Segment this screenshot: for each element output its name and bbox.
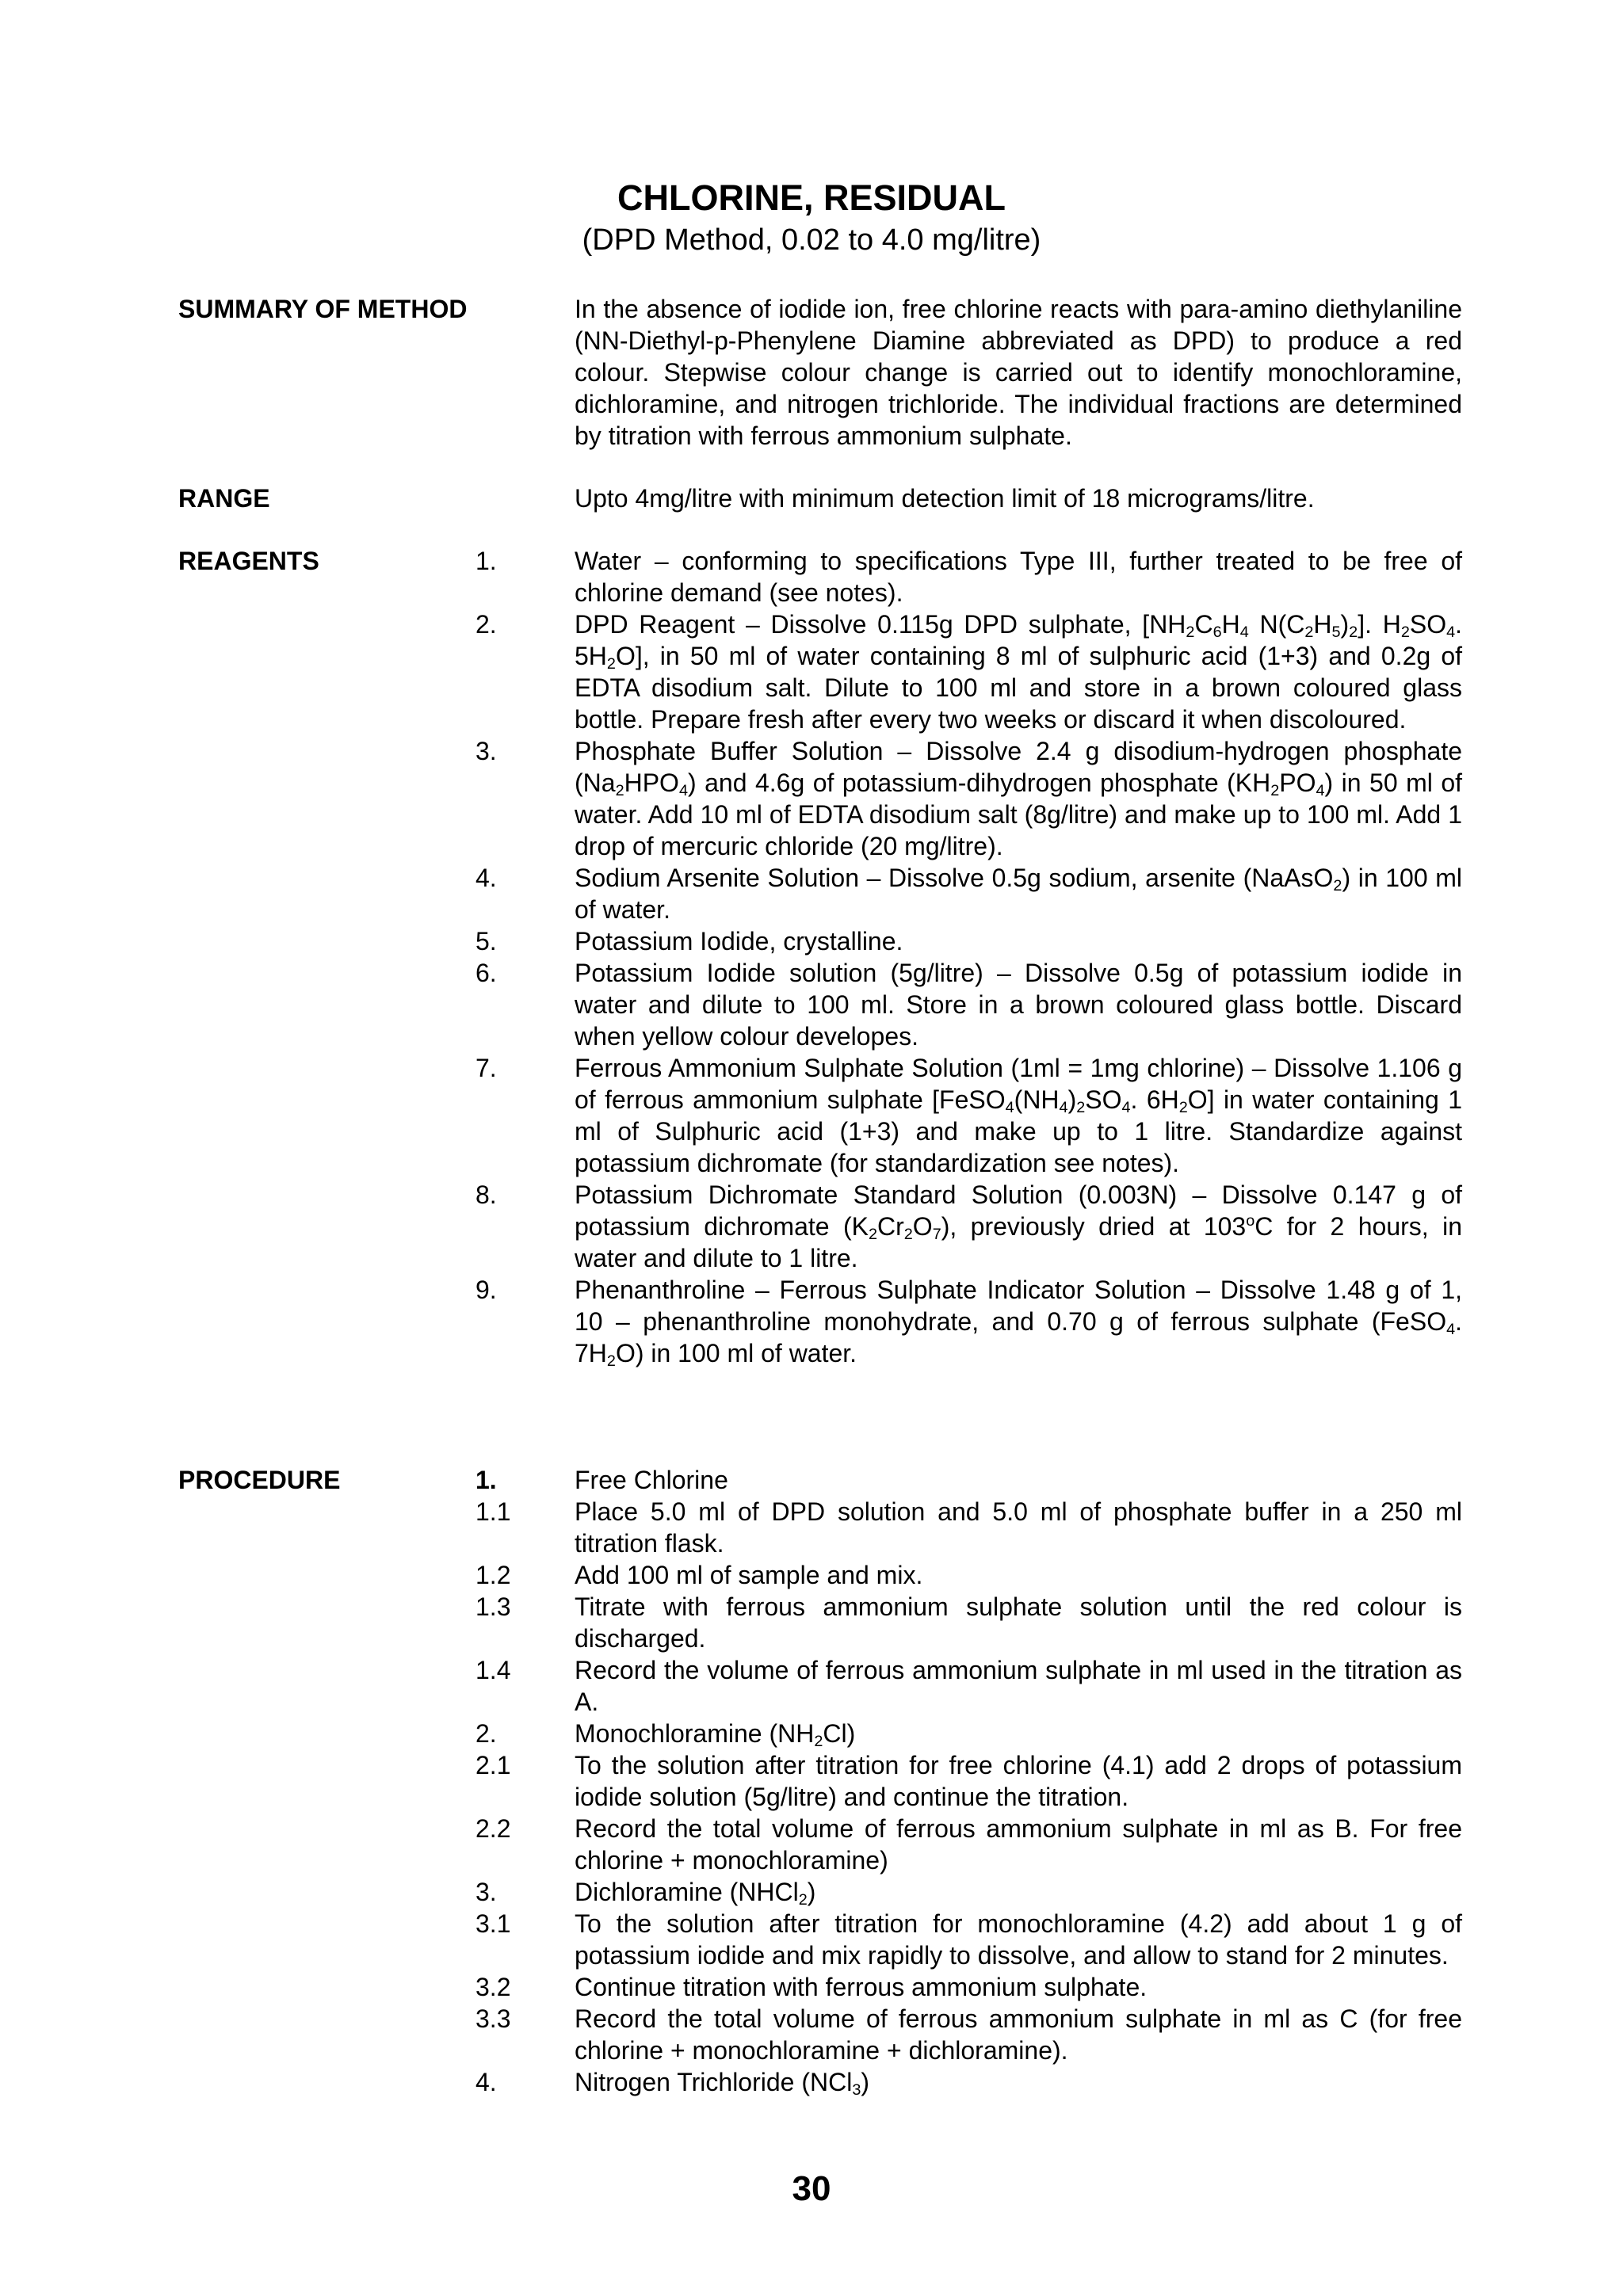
procedure-item [178,1496,1462,1559]
procedure-item [178,1464,1462,1496]
reagents-list [178,545,1462,1369]
page-title: CHLORINE, RESIDUAL [617,177,1006,218]
procedure-item-text: Continue titration with ferrous ammonium sulphate. [575,1973,1148,2001]
procedure-item-number: 4. [475,2068,497,2096]
procedure-item-number: 2.2 [475,1814,511,1843]
reagent-item-text: Water – conforming to specifications Type III, further treated to be free of chlorine demand (see notes). [575,547,1462,607]
procedure-item [178,1654,1462,1718]
procedure-item [178,1908,1462,1971]
reagent-item [178,735,1462,862]
procedure-item [178,1591,1462,1654]
summary-label: SUMMARY OF METHOD [178,295,468,323]
procedure-item [178,2003,1462,2066]
reagent-item-number: 5. [475,927,497,955]
reagent-item [178,1274,1462,1369]
procedure-item-text: Record the total volume of ferrous ammonium sulphate in ml as C (for free chlorine + monochloramine + dichloramine). [575,2004,1462,2065]
reagent-item [178,862,1462,925]
procedure-item-number: 1.2 [475,1561,511,1589]
reagent-item [178,957,1462,1052]
reagent-item-number: 1. [475,547,497,575]
reagent-item-number: 9. [475,1276,497,1304]
procedure-item-number: 1.4 [475,1656,511,1684]
reagent-item [178,608,1462,735]
reagent-item-text: Ferrous Ammonium Sulphate Solution (1ml = 1mg chlorine) – Dissolve 1.106 g of ferrous ammonium sulphate [$FeSO_4(NH_4)_2SO_4$. $6H_2O$] in water containing 1 ml of Sulphuric acid (1+3) and make up to 1 litre. Standardize against potassium dichromate (for standardization see notes). [575,1054,1462,1177]
reagent-item-text: Potassium Iodide solution (5g/litre) – Dissolve 0.5g of potassium iodide in water and dilute to 100 ml. Store in a brown coloured glass bottle. Discard when yellow colour developes. [575,959,1462,1051]
procedure-item-text: Record the volume of ferrous ammonium sulphate in ml used in the titration as A. [575,1656,1462,1716]
reagent-item-text: Sodium Arsenite Solution – Dissolve 0.5g sodium, arsenite (NaAsO$_2$) in 100 ml of water. [575,864,1463,924]
procedure-item-number: 1. [475,1466,497,1494]
procedure-item-text: To the solution after titration for free chlorine (4.1) add 2 drops of potassium iodide solution (5g/litre) and continue the titration. [575,1751,1462,1811]
procedure-item-text: Nitrogen Trichloride (NCl$_3$) [575,2068,870,2099]
procedure-list [178,1464,1462,2098]
procedure-item-number: 3.1 [475,1909,511,1938]
procedure-item [178,1559,1462,1591]
reagents-label: REAGENTS [178,547,319,575]
procedure-item-text: Dichloramine (NHCl$_2$) [575,1878,816,1909]
page-number: 30 [792,2169,831,2208]
procedure-item-number: 2.1 [475,1751,511,1779]
procedure-item [178,1876,1462,1908]
reagent-item-number: 3. [475,737,497,765]
procedure-label: PROCEDURE [178,1466,341,1494]
procedure-item [178,1971,1462,2003]
procedure-item [178,2066,1462,2098]
range-text: Upto 4mg/litre with minimum detection limit of 18 micrograms/litre. [575,484,1315,513]
reagent-item [178,1179,1462,1274]
reagent-item-number: 4. [475,864,497,892]
reagent-item [178,1052,1462,1179]
range-label: RANGE [178,484,270,513]
procedure-item-number: 1.1 [475,1497,511,1526]
reagent-item-number: 8. [475,1180,497,1209]
procedure-item-number: 3.3 [475,2004,511,2033]
procedure-item-number: 2. [475,1719,497,1748]
reagent-item-text: Potassium Iodide, crystalline. [575,927,903,955]
procedure-item-text: To the solution after titration for monochloramine (4.2) add about 1 g of potassium iodide and mix rapidly to dissolve, and allow to stand for 2 minutes. [575,1909,1462,1970]
reagent-item-number: 6. [475,959,497,987]
reagent-item-text: Phosphate Buffer Solution – Dissolve 2.4 g disodium-hydrogen phosphate $(Na_2HPO_4)$ and 4.6g of potassium-dihydrogen phosphate $(KH_2PO_4)$ in 50 ml of water. Add 10 ml of EDTA disodium salt (8g/litre) and make up to 100 ml. Add 1 drop of mercuric chloride (20 mg/litre). [575,737,1462,860]
procedure-item-text: Record the total volume of ferrous ammonium sulphate in ml as B. For free chlorine + monochloramine) [575,1814,1462,1875]
procedure-item-text: Place 5.0 ml of DPD solution and 5.0 ml of phosphate buffer in a 250 ml titration flask. [575,1497,1462,1558]
procedure-item-text: Titrate with ferrous ammonium sulphate solution until the red colour is discharged. [575,1592,1462,1653]
reagent-item-text: Potassium Dichromate Standard Solution (0.003N) – Dissolve 0.147 g of potassium dichromate $(K_2Cr_2O_7)$, previously dried at 103$^o$C for 2 hours, in water and dilute to 1 litre. [575,1180,1462,1272]
procedure-item-text: Add 100 ml of sample and mix. [575,1561,923,1589]
reagent-item [178,545,1462,608]
reagent-item-number: 2. [475,610,497,639]
summary-text: In the absence of iodide ion, free chlorine reacts with para-amino diethylaniline (NN-Diethyl-p-Phenylene Diamine abbreviated as DPD) to produce a red colour. Stepwise colour change is carried out to identify monochloramine, dichloramine, and nitrogen trichloride. The individual fractions are determined by titration with ferrous ammonium sulphate. [575,295,1462,450]
page-subtitle: (DPD Method, 0.02 to 4.0 mg/litre) [582,223,1041,257]
procedure-item [178,1813,1462,1876]
procedure-item-text: Free Chlorine [575,1466,728,1494]
procedure-item-number: 3. [475,1878,497,1906]
procedure-item-text: Monochloramine $(NH_2Cl)$ [575,1719,856,1750]
reagent-item [178,925,1462,957]
procedure-item-number: 3.2 [475,1973,511,2001]
reagent-item-text: DPD Reagent – Dissolve 0.115g DPD sulphate, [$NH_2C_6H_4$ $N(C_2H_5)_2$]. $H_2SO_4$. $5H_2O$], in 50 ml of water containing 8 ml of sulphuric acid (1+3) and 0.2g of EDTA disodium salt. Dilute to 100 ml and store in a brown coloured glass bottle. Prepare fresh after every two weeks or discard it when discoloured. [575,610,1463,734]
reagent-item-text: Phenanthroline – Ferrous Sulphate Indicator Solution – Dissolve 1.48 g of 1, 10 – phenanthroline monohydrate, and 0.70 g of ferrous sulphate (FeSO$_4$. $7H_2O$) in 100 ml of water. [575,1276,1462,1370]
procedure-item [178,1749,1462,1813]
reagent-item-number: 7. [475,1054,497,1082]
procedure-item-number: 1.3 [475,1592,511,1621]
procedure-item [178,1718,1462,1749]
